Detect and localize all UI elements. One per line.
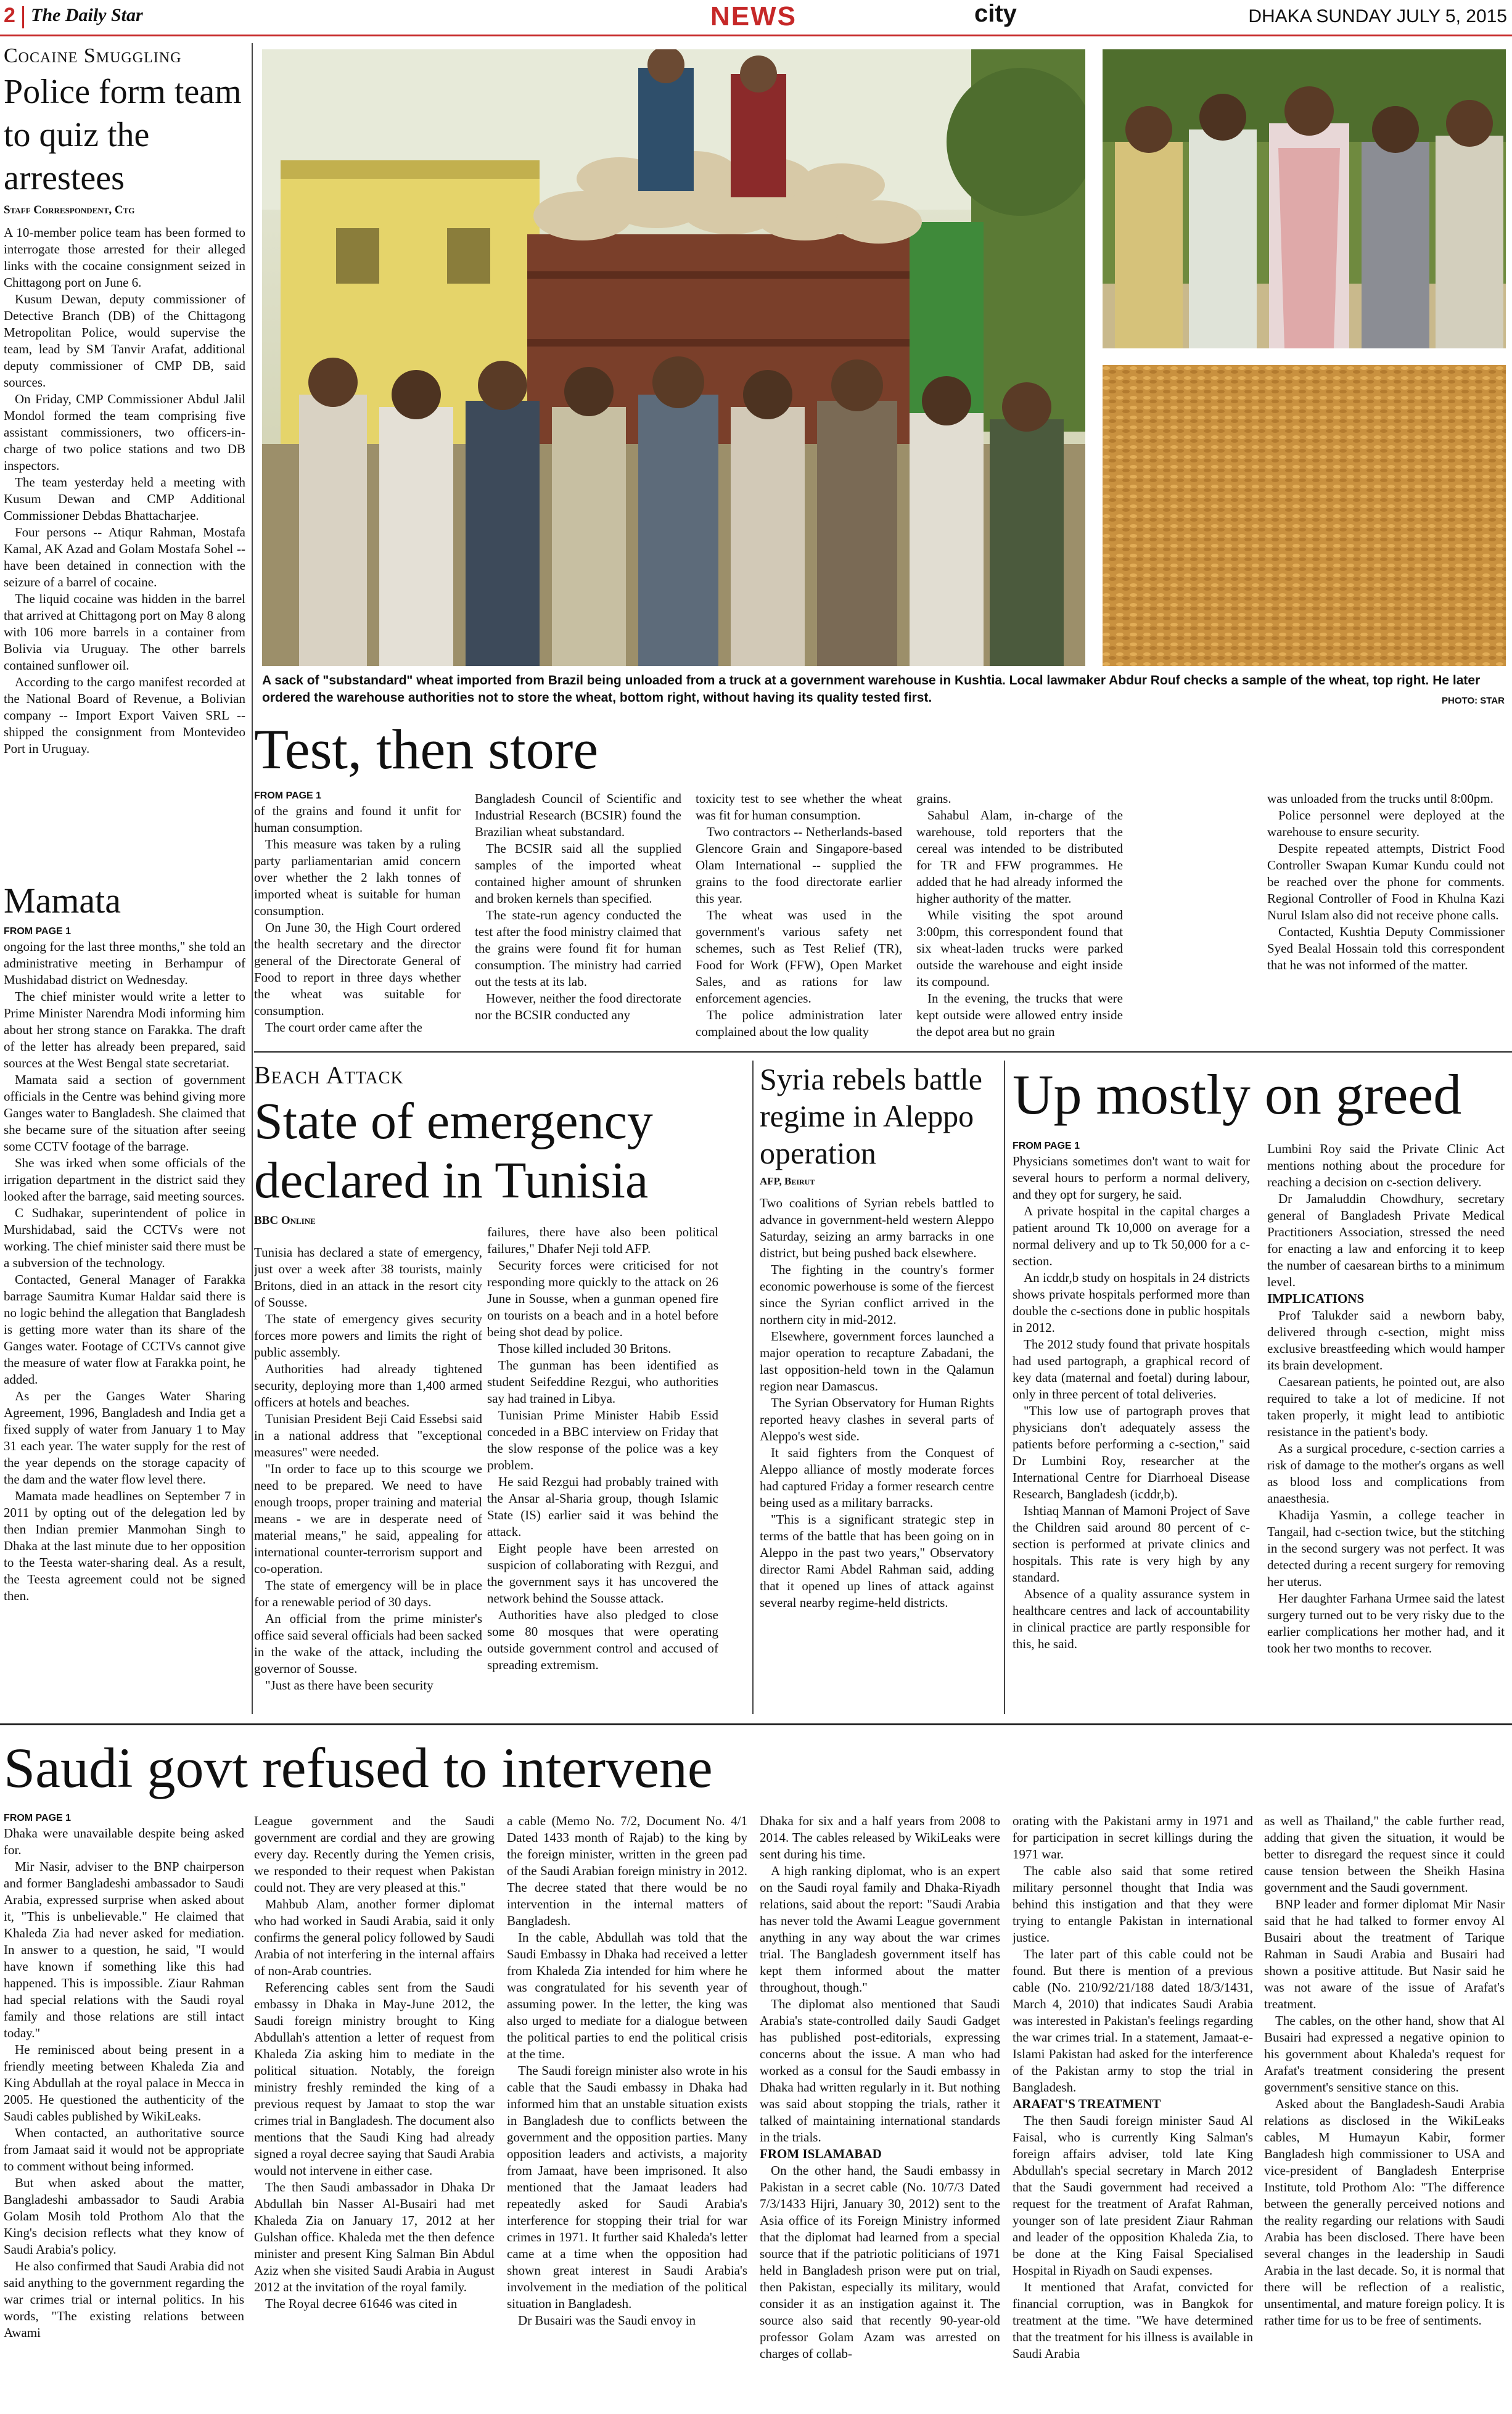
paragraph: On Friday, CMP Commissioner Abdul Jalil Mondol formed the team comprising five assistant commissioners, two officers-in-charge of two police stations and two DB inspectors. bbox=[4, 392, 245, 473]
paragraph: Those killed included 30 Britons. bbox=[498, 1341, 672, 1356]
paragraph: The state-run agency conducted the test after the food ministry claimed that the grains were found fit for human consumption. The ministry had carried out the tests at its lab. bbox=[475, 908, 681, 989]
paragraph: This measure was taken by a ruling party parliamentarian amid concern over whether the 2 lakh tonnes of imported wheat is suitable for human consumption. bbox=[254, 837, 461, 918]
paragraph: Contacted, Kushtia Deputy Commissioner Syed Bealal Hossain told this correspondent that he was not informed of the matter. bbox=[1267, 924, 1505, 972]
story-headline: State of emergency declared in Tunisia bbox=[254, 1093, 653, 1209]
tunisia-column-2 bbox=[487, 1224, 718, 1713]
paragraph: A high ranking diplomat, who is an expert on the Saudi royal family and Dhaka-Riyadh relations, said about the report: "Saudi Arabia has never told the Awami League government anything in any way about the war crimes trial. The Bangladesh government itself has kept them informed about the matter throughout, though." bbox=[760, 1863, 1000, 1995]
paragraph: ongoing for the last three months," she told an administrative meeting in Berhampur of Mushidabad district on Wednesday. bbox=[4, 939, 245, 987]
paragraph: As a surgical procedure, c-section carries a risk of damage to the mother's organs as well as blood loss and complications from anaesthesia. bbox=[1267, 1441, 1505, 1506]
paragraph: In the cable, Abdullah was told that the Saudi Embassy in Dhaka had received a letter from Khaleda Zia intended for him where he was congratulated for his seventh year of assuming power. In the letter, the king was also urged to mediate for a dialogue between the political parties to end the political crisis at the time. bbox=[507, 1930, 747, 2061]
paragraph: Four persons -- Atiqur Rahman, Mostafa Kamal, AK Azad and Golam Mostafa Sohel -- have been detained in connection with the seizure of a barrel of cocaine. bbox=[4, 525, 245, 589]
paragraph: Elsewhere, government forces launched a major operation to recapture Zabadani, the last opposition-held town in the Qalamun region near Damascus. bbox=[760, 1329, 994, 1394]
paragraph: "In order to face up to this scourge we need to be prepared. We need to have enough troops, proper training and material means - we are in desperate need of material means," he said, appealing for international counter-terrorism support and co-operation. bbox=[254, 1461, 482, 1576]
greed-column-1 bbox=[1013, 1153, 1250, 1713]
saudi-column-1 bbox=[4, 1825, 244, 2411]
paragraph: The cable also said that some retired military personnel thought that India was behind this instigation and that they were trying to entangle Pakistan in international justice. bbox=[1013, 1863, 1253, 1945]
paragraph: She was irked when some officials of the irrigation department in the district said they looked after the barrage, said meeting sources. bbox=[4, 1156, 245, 1204]
paragraph: However, neither the food directorate nor the BCSIR conducted any bbox=[475, 991, 681, 1022]
saudi-continued-from: FROM PAGE 1 bbox=[4, 1813, 72, 1823]
paragraph: The court order came after the bbox=[265, 1020, 422, 1035]
paragraph: The then Saudi foreign minister Saud Al Faisal, who is currently King Salman's foreign affairs adviser, told late King Abdullah's special secretary in March 2012 that the Saudi government had received a request for the treatment of Arafat Rahman, younger son of late president Ziaur Rahman and leader of the opposition Khaleda Zia, to be done at the King Faisal Specialised Hospital in Riyadh on Saudi expenses. bbox=[1013, 2113, 1253, 2278]
paragraph: Mamata made headlines on September 7 in 2011 by opting out of the delegation led by then Indian premier Manmohan Singh to Dhaka at the last minute due to her opposition to the Teesta water-sharing deal. As a result, the Teesta agreement could not be signed then. bbox=[4, 1488, 245, 1603]
wheat-continued-from: FROM PAGE 1 bbox=[254, 790, 322, 801]
paragraph: The team yesterday held a meeting with Kusum Dewan and CMP Additional Commissioner Debdas Bhattacharjee. bbox=[4, 475, 245, 523]
paragraph: The state of emergency will be in place for a renewable period of 30 days. bbox=[254, 1578, 482, 1609]
paragraph: According to the cargo manifest recorded at the National Board of Revenue, a Bolivian company -- Import Export Vaiven SRL -- shipped the consignment from Montevideo Port in Uruguay. bbox=[4, 675, 245, 756]
paragraph: Dr Jamaluddin Chowdhury, secretary general of Bangladesh Private Medical Practitioners Association, stressed the need for enacting a law and enforcing it to keep the number of caesarean births to a minimum level. bbox=[1267, 1191, 1505, 1289]
paragraph: Authorities had already tightened security, deploying more than 1,400 armed officers at hotels and beaches. bbox=[254, 1361, 482, 1410]
paragraph: An icddr,b study on hospitals in 24 districts shows private hospitals performed more than double the c-sections done in public hospitals in 2012. bbox=[1013, 1270, 1250, 1335]
paragraph: A 10-member police team has been formed to interrogate those arrested for their alleged links with the cocaine consignment seized in Chittagong port on June 6. bbox=[4, 225, 245, 290]
paragraph: Physicians sometimes don't want to wait for several hours to perform a normal delivery, and they opt for surgery, he said. bbox=[1013, 1154, 1250, 1202]
story-body bbox=[4, 938, 245, 1604]
wheat-headline: Test, then store bbox=[254, 718, 599, 781]
story-kicker: Beach Attack bbox=[254, 1061, 404, 1089]
subheading: ARAFAT'S TREATMENT bbox=[1013, 2096, 1161, 2111]
photo-lawmaker-checks-wheat bbox=[1103, 49, 1506, 348]
story-body bbox=[4, 224, 245, 757]
column-rule bbox=[252, 43, 253, 1714]
section-label: NEWS bbox=[710, 1, 797, 31]
paragraph: Mamata said a section of government officials in the Centre was behind giving more Ganges water to Bangladesh. She claimed that she became sure of the situation after seeing some CCTV footage of the barrage. bbox=[4, 1072, 245, 1154]
story-headline: Syria rebels battle regime in Aleppo operation bbox=[760, 1062, 982, 1170]
paragraph: Police personnel were deployed at the warehouse to ensure security. bbox=[1267, 808, 1505, 839]
saudi-column-2 bbox=[254, 1813, 495, 2411]
subheading: IMPLICATIONS bbox=[1267, 1291, 1365, 1306]
paragraph: The chief minister would write a letter to Prime Minister Narendra Modi informing him about her strong stance on Farakka. The draft of the letter has already been prepared, said sources at the West Bengal state secretariat. bbox=[4, 989, 245, 1070]
paragraph: But when asked about the matter, Bangladeshi ambassador to Saudi Arabia Golam Mosih told Prothom Alo that the King's decision reflects what they know of Saudi Arabia's policy. bbox=[4, 2175, 244, 2257]
paragraph: BNP leader and former diplomat Mir Nasir said that he had talked to former envoy Al Busairi about the treatment of Tarique Rahman in Saudi Arabia and Busairi had shown a positive attitude. But Nasir said he was not aware of the issue of Arafat's treatment. bbox=[1264, 1897, 1505, 2011]
tunisia-column-1 bbox=[254, 1244, 482, 1713]
paragraph: of the grains and found it unfit for human consumption. bbox=[254, 803, 461, 835]
photo-caption: A sack of "substandard" wheat imported from Brazil being unloaded from a truck at a government warehouse in Kushtia. Local lawmaker Abdur Rouf checks a sample of the wheat, top right. He later ordered the warehouse authorities not to store the wheat, bottom right, without having its quality tested first. bbox=[262, 673, 1481, 705]
continued-from: FROM PAGE 1 bbox=[4, 926, 72, 937]
paragraph: Eight people have been arrested on suspicion of collaborating with Rezgui, and the government says it has uncovered the network behind the Sousse attack. bbox=[487, 1541, 718, 1606]
paragraph: C Sudhakar, superintendent of police in Murshidabad, said the CCTVs were not working. The chief minister said there must be a subversion of the technology. bbox=[4, 1205, 245, 1270]
paragraph: The diplomat also mentioned that Saudi Arabia's state-controlled daily Saudi Gadget has published post-editorials, expressing concerns about the issue. A man who had worked as a consul for the Saudi embassy in Dhaka had written regularly in it. But nothing was said about stopping the trials, rather it talked of maintaining international standards in the trials. bbox=[760, 1997, 1000, 2145]
section-rule bbox=[254, 1051, 1512, 1053]
paragraph: The cables, on the other hand, show that Al Busairi had expressed a negative opinion to his government about Khaleda's request for Arafat's treatment considering the present government's sensitive stance on this. bbox=[1264, 2013, 1505, 2095]
main-photo-truck bbox=[262, 49, 1085, 666]
paragraph: Referencing cables sent from the Saudi embassy in Dhaka in May-June 2012, the Saudi foreign ministry brought to King Abdullah's attention a letter of request from Khaleda Zia asking him to mediate in the political situation. Notably, the foreign ministry freshly reminded the king of a previous request by Jamaat to stop the war crimes trial in Bangladesh. The document also mentions that the Saudi King had already signed a royal decree saying that Saudi Arabia would not intervene in either case. bbox=[254, 1980, 495, 2178]
saudi-column-6 bbox=[1264, 1813, 1505, 2411]
paragraph: Lumbini Roy said the Private Clinic Act mentions nothing about the procedure for reaching a decision on c-section delivery. bbox=[1267, 1141, 1505, 1189]
paragraph: Kusum Dewan, deputy commissioner of Detective Branch (DB) of the Chittagong Metropolitan Police, would supervise the team, lead by SM Tanvir Arafat, additional deputy commissioner of CMP DB, said sources. bbox=[4, 292, 245, 390]
paragraph: grains. bbox=[916, 791, 951, 806]
subsection-label: city bbox=[974, 0, 1017, 27]
paragraph: toxicity test to see whether the wheat was fit for human consumption. bbox=[696, 791, 902, 823]
paragraph: Prof Talukder said a newborn baby, delivered through c-section, might miss exclusive breastfeeding which would hamper its brain development. bbox=[1267, 1308, 1505, 1373]
paragraph: "This low use of partograph proves that physicians don't adequately assess the patients before performing a c-section," said Dr Lumbini Roy, researcher at the International Centre for Diarrhoeal Disease Research, Bangladesh (icddr,b). bbox=[1013, 1403, 1250, 1501]
paragraph: Despite repeated attempts, District Food Controller Swapan Kumar Kundu could not be reached over the phone for comments. Regional Controller of Food in Khulna Kazi Nurul Islam also did not receive phone calls. bbox=[1267, 841, 1505, 922]
paragraph: It said fighters from the Conquest of Aleppo alliance of mostly moderate forces had captured Friday a former research centre being used as a military barracks. bbox=[760, 1445, 994, 1510]
paragraph: Caesarean patients, he pointed out, are also required to take a lot of medicine. If not taken properly, it might lead to antibiotic resistance in the patient's body. bbox=[1267, 1374, 1505, 1439]
paragraph: Tunisian Prime Minister Habib Essid conceded in a BBC interview on Friday that the slow response of the police was a key problem. bbox=[487, 1408, 718, 1472]
masthead-rule bbox=[0, 35, 1512, 36]
paragraph: It mentioned that Arafat, convicted for financial corruption, was in Bangkok for treatment at the time. "We have determined that the treatment for his illness is available in Saudi Arabia bbox=[1013, 2280, 1253, 2361]
paragraph: Dhaka were unavailable despite being asked for. bbox=[4, 1826, 244, 1857]
paragraph: orating with the Pakistani army in 1971 and for participation in secret killings during the 1971 war. bbox=[1013, 1813, 1253, 1862]
paper-name: The Daily Star bbox=[31, 5, 143, 25]
paragraph: Ishtiaq Mannan of Mamoni Project of Save the Children said around 80 percent of c-section is performed at private clinics and hospitals. This rate is very high by any standard. bbox=[1013, 1503, 1250, 1585]
saudi-headline: Saudi govt refused to intervene bbox=[4, 1736, 713, 1799]
story-byline: BBC Online bbox=[254, 1214, 316, 1227]
saudi-column-3 bbox=[507, 1813, 747, 2411]
paragraph: The Royal decree 61646 was cited in bbox=[265, 2296, 458, 2311]
story-byline: Staff Correspondent, Ctg bbox=[4, 203, 135, 216]
paragraph: The 2012 study found that private hospitals had used partograph, a graphical record of key data (maternal and foetal) during labour, only in three percent of total deliveries. bbox=[1013, 1337, 1250, 1402]
paragraph: The Saudi foreign minister also wrote in his cable that the Saudi embassy in Dhaka had informed him that an unstable situation exists in Bangladesh due to conflicts between the government and the opposition parties. Many opposition leaders and activists, a majority from Jamaat, have been imprisoned. It also mentioned that the Jamaat leaders had repeatedly asked for Saudi Arabia's interference for stopping their trial for war crimes in 1971. It further said Khaleda's letter came at a time when the opposition had shown great interest in Saudi Arabia's involvement in the mediation of the political situation in Bangladesh. bbox=[507, 2063, 747, 2311]
dateline: DHAKA SUNDAY JULY 5, 2015 bbox=[1248, 6, 1507, 27]
paragraph: The wheat was used in the government's various safety net schemes, such as Test Relief (TR), Food for Work (FFW), Open Market Sales, and as rations for law enforcement agencies. bbox=[696, 908, 902, 1006]
page-number: 2 bbox=[4, 4, 15, 27]
cocaine-story bbox=[4, 44, 245, 881]
mamata-story bbox=[4, 881, 245, 1713]
saudi-column-4 bbox=[760, 1813, 1000, 2411]
wheat-column-2 bbox=[475, 790, 681, 1042]
story-headline: Mamata bbox=[4, 881, 121, 921]
paragraph: A private hospital in the capital charges a patient around Tk 10,000 on average for a normal delivery and up to Tk 50,000 for a c-section. bbox=[1013, 1204, 1250, 1268]
column-rule bbox=[752, 1061, 754, 1714]
paragraph: The BCSIR said all the supplied samples of the imported wheat contained higher amount of shrunken and broken kernels than specified. bbox=[475, 841, 681, 906]
column-rule bbox=[1004, 1061, 1005, 1714]
greed-continued-from: FROM PAGE 1 bbox=[1013, 1141, 1080, 1151]
paragraph: a cable (Memo No. 7/2, Document No. 4/1 Dated 1433 month of Rajab) to the king by the foreign minister, written in the green pad of the Saudi Arabian foreign ministry in 2012. The decree stated that there would be no intervention in the internal matters of Bangladesh. bbox=[507, 1813, 747, 1928]
masthead bbox=[0, 0, 1512, 36]
paragraph: Asked about the Bangladesh-Saudi Arabia relations as disclosed in the WikiLeaks cables, M Humayun Kabir, former Bangladesh high commissioner to USA and vice-president of Bangladesh Enterprise Institute, told Prothom Alo: "The difference between the generally perceived notions and the reality regarding our relations with Saudi Arabia has been disclosed. There have been several changes in the leadership in Saudi Arabia in the last decade. So, it is normal that there will be reflection of a realistic, unsentimental, and mature foreign policy. It is rather time for us to be free of sentiments. bbox=[1264, 2096, 1505, 2328]
paragraph: Her daughter Farhana Urmee said the latest surgery turned out to be very risky due to the earlier complications her mother had, and it took her two months to recover. bbox=[1267, 1591, 1505, 1656]
wheat-column-5 bbox=[1267, 790, 1505, 1042]
paragraph: The state of emergency gives security forces more powers and limits the right of public assembly. bbox=[254, 1312, 482, 1360]
greed-column-2 bbox=[1267, 1141, 1505, 1713]
wheat-column-4 bbox=[916, 790, 1123, 1042]
paragraph: The then Saudi ambassador in Dhaka Dr Abdullah bin Nasser Al-Busairi had met Khaleda Zia on January 17, 2012 at her Gulshan office. Khaleda met the then defence minister and present King Salman Bin Abdul Aziz when she visited Saudi Arabia in August 2012 at the invitation of the royal family. bbox=[254, 2180, 495, 2294]
paragraph: The liquid cocaine was hidden in the barrel that arrived at Chittagong port on May 8 along with 106 more barrels in a container from Bolivia via Uruguay. The other barrels contained sunflower oil. bbox=[4, 591, 245, 673]
paragraph: The Syrian Observatory for Human Rights reported heavy clashes in several parts of Aleppo's west side. bbox=[760, 1395, 994, 1443]
paragraph: Mir Nasir, adviser to the BNP chairperson and former Bangladeshi ambassador to Saudi Arabia, expressed surprise when asked about it, "This is unbelievable." He claimed that Khaleda Zia had never asked for mediation. In answer to a question, he said, "I would have known if something like this had happened. This is impossible. Ziaur Rahman had special relations with the Saudi royal family and those relations are still intact today." bbox=[4, 1859, 244, 2040]
paragraph: Contacted, General Manager of Farakka barrage Saumitra Kumar Haldar said there is no logic behind the allegation that Bangladesh is getting more water than its share of the Ganges water. Footage of CCTVs cannot give the measure of water flow at Farakka point, he added. bbox=[4, 1272, 245, 1387]
paragraph: failures, there have also been political failures," Dhafer Neji told AFP. bbox=[487, 1225, 718, 1256]
paragraph: Absence of a quality assurance system in healthcare centres and lack of accountability in clinical practice are partly responsible for this, he said. bbox=[1013, 1587, 1250, 1651]
paragraph: was unloaded from the trucks until 8:00pm. bbox=[1267, 791, 1494, 806]
paragraph: In the evening, the trucks that were kept outside were allowed entry inside the depot area but no grain bbox=[916, 991, 1123, 1039]
greed-headline: Up mostly on greed bbox=[1013, 1063, 1462, 1126]
story-kicker: Cocaine Smuggling bbox=[4, 44, 182, 67]
wheat-column-3 bbox=[696, 790, 902, 1042]
paragraph: Authorities have also pledged to close some 80 mosques that were operating outside government control and accused of spreading extremism. bbox=[487, 1607, 718, 1672]
paragraph: The gunman has been identified as student Seifeddine Rezgui, who authorities say had trained in Libya. bbox=[487, 1358, 718, 1406]
paragraph: Tunisia has declared a state of emergency, just over a week after 38 tourists, mainly Britons, died in an attack in the resort city of Sousse. bbox=[254, 1245, 482, 1310]
story-body bbox=[760, 1195, 994, 1611]
paragraph: While visiting the spot around 3:00pm, this correspondent found that six wheat-laden trucks were parked outside the warehouse and eight inside its compound. bbox=[916, 908, 1123, 989]
paragraph: As per the Ganges Water Sharing Agreement, 1996, Bangladesh and India get a fixed supply of water from January 1 to May 31 each year. The water supply for the rest of the year depends on the storage capacity of the dam and the water flow level there. bbox=[4, 1389, 245, 1487]
wheat-column-1 bbox=[254, 803, 461, 1042]
story-byline: AFP, Beirut bbox=[760, 1175, 815, 1187]
paragraph: Dhaka for six and a half years from 2008 to 2014. The cables released by WikiLeaks were sent during his time. bbox=[760, 1813, 1000, 1862]
paragraph: On the other hand, the Saudi embassy in Pakistan in a secret cable (No. 10/7/3 Dated 7/3/1433 Hijri, January 30, 2012) sent to the Asia office of its Foreign Ministry informed that the diplomat had learned from a special source that if the patriotic politicians of 1971 held in Bangladesh prison were put on trial, then Pakistan, especially its military, would consider it as an instigation against it. The source also said that recently 90-year-old professor Golam Azam was arrested on charges of collab- bbox=[760, 2163, 1000, 2361]
paragraph: On June 30, the High Court ordered the health secretary and the director general of the Directorate General of Food to report in three days whether the wheat was suitable for consumption. bbox=[254, 920, 461, 1018]
paragraph: Sahabul Alam, in-charge of the warehouse, told reporters that the cereal was intended to be distributed for TR and FFW programmes. He added that he had already informed the higher authority of the matter. bbox=[916, 808, 1123, 906]
photo-credit: PHOTO: STAR bbox=[1442, 696, 1505, 706]
paragraph: "This is a significant strategic step in terms of the battle that has been going on in Aleppo in the past two years," Observatory director Rami Abdel Rahman said, adding that it opened up lines of attack against several nearby regime-held districts. bbox=[760, 1512, 994, 1610]
paragraph: Mahbub Alam, another former diplomat who had worked in Saudi Arabia, said it only confirms the general policy followed by Saudi Arabia of not interfering in the internal affairs of non-Arab countries. bbox=[254, 1897, 495, 1978]
paragraph: Tunisian President Beji Caid Essebsi said in a national address that "exceptional measures" were needed. bbox=[254, 1411, 482, 1459]
paragraph: The police administration later complained about the low quality bbox=[696, 1008, 902, 1039]
paragraph: The fighting in the country's former economic powerhouse is some of the fiercest since the Syrian conflict arrived in the northern city in mid-2012. bbox=[760, 1262, 994, 1327]
saudi-column-5 bbox=[1013, 1813, 1253, 2411]
paragraph: The later part of this cable could not be found. But there is mention of a previous cable (No. 210/92/21/188 dated 18/3/1431, March 4, 2010) that indicates Saudi Arabia was interested in Pakistan's feelings regarding the war crimes trial. In a statement, Jamaat-e-Islami Pakistan had asked for the interference of the Pakistan army to stop the trial in Bangladesh. bbox=[1013, 1947, 1253, 2095]
paragraph: Security forces were criticised for not responding more quickly to the attack on 26 June in Sousse, when a gunman opened fire on tourists on a beach and in a hotel before being shot dead by police. bbox=[487, 1258, 718, 1339]
paragraph: Two contractors -- Netherlands-based Glencore Grain and Singapore-based Olam International -- supplied the grains to the food directorate earlier this year. bbox=[696, 824, 902, 906]
paragraph: Khadija Yasmin, a college teacher in Tangail, had c-section twice, but the stitching in the second surgery was not perfect. It was detected during a recent surgery for removing her uterus. bbox=[1267, 1508, 1505, 1589]
paragraph: An official from the prime minister's office said several officials had been sacked in the wake of the attack, including the governor of Sousse. bbox=[254, 1611, 482, 1676]
paragraph: He also confirmed that Saudi Arabia did not said anything to the government regarding the war crimes trial or internal politics. In his words, "The existing relations between Awami bbox=[4, 2259, 244, 2340]
paragraph: Bangladesh Council of Scientific and Industrial Research (BCSIR) found the Brazilian wheat substandard. bbox=[475, 791, 681, 839]
paragraph: Two coalitions of Syrian rebels battled to advance in government-held western Aleppo Saturday, seizing an army barracks in one district, but being pushed back elsewhere. bbox=[760, 1196, 994, 1260]
paragraph: When contacted, an authoritative source from Jamaat said it would not be appropriate to comment without being informed. bbox=[4, 2125, 244, 2174]
section-rule bbox=[0, 1723, 1512, 1725]
paragraph: as well as Thailand," the cable further read, adding that given the situation, it would be better to disregard the request since it could cause tension between the Sheikh Hasina government and the Saudi government. bbox=[1264, 1813, 1505, 1895]
paragraph: League government and the Saudi government are cordial and they are growing every day. Recently during the Yemen crisis, we responded to their request when Pakistan could not. They are very pleased at this." bbox=[254, 1813, 495, 1895]
paragraph: Dr Busairi was the Saudi envoy in bbox=[518, 2313, 696, 2328]
syria-story bbox=[760, 1061, 994, 1714]
subheading: FROM ISLAMABAD bbox=[760, 2146, 882, 2161]
story-headline: Police form team to quiz the arrestees bbox=[4, 73, 242, 197]
paragraph: He said Rezgui had probably trained with the Ansar al-Sharia group, though Islamic State (IS) earlier said it was behind the attack. bbox=[487, 1474, 718, 1539]
masthead-divider bbox=[22, 6, 24, 28]
paragraph: He reminisced about being present in a friendly meeting between Khaleda Zia and King Abdullah at the royal palace in Mecca in 2005. He questioned the authenticity of the Saudi cables published by WikiLeaks. bbox=[4, 2042, 244, 2124]
paragraph: "Just as there have been security bbox=[265, 1678, 433, 1693]
photo-wheat-grains bbox=[1103, 365, 1506, 666]
